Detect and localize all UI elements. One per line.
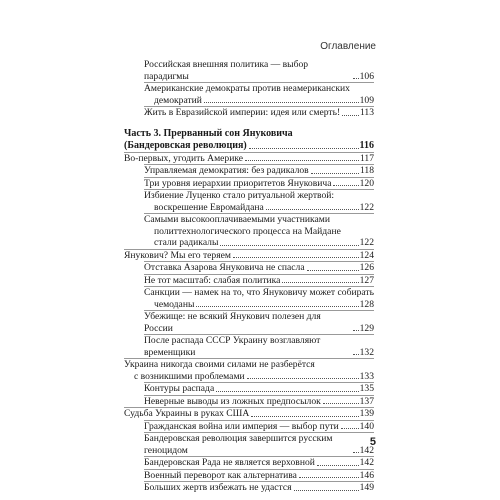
toc-section-entry[interactable] [144,286,374,310]
toc-page-number: 116 [359,139,374,151]
toc-entry-title: После распада СССР Украину возглавляют временщики [144,335,321,358]
toc-page-number: 113 [359,107,374,118]
running-header: Оглавление [320,41,376,52]
toc-section-entry[interactable] [144,334,374,358]
toc-entry-title: Российская внешняя политика — выбор парадигмы [144,59,309,82]
toc-section-entry[interactable] [144,189,374,213]
toc-entry-title: Не тот масштаб: слабая политика [144,274,281,286]
toc-page-number: 139 [359,408,374,419]
dot-leader [247,378,359,379]
toc-page-number: 126 [359,262,374,273]
toc-entry-title: чемоданы [154,298,195,310]
toc-entry-title: Избиение Луценко стало ритуальной жертвой: [144,190,335,201]
toc-entry-title: Во-первых, угодить Америке [124,152,244,164]
toc-page-number: 120 [359,177,374,189]
toc-entry-title: демократий [154,94,202,106]
toc-section-entry[interactable] [144,382,374,395]
toc-page-number: 146 [359,469,374,481]
toc-page-number: 132 [359,346,374,358]
toc-page-number: 117 [359,152,374,164]
dot-leader [311,173,359,174]
dot-leader [233,257,359,258]
toc-section-entry[interactable] [144,395,374,408]
toc-section-entry[interactable] [144,469,374,482]
dot-leader [353,354,359,355]
toc-section-entry[interactable] [144,82,374,106]
dot-leader [307,270,359,271]
section-gap [124,119,374,128]
toc-entry-title: Неверные выводы из ложных предпосылок [144,395,321,407]
toc-entry-title: Управляемая демократия: без радикалов [144,165,309,176]
toc-entry-title: Военный переворот как альтернатива [144,469,297,481]
dot-leader [249,148,359,149]
toc-section-entry[interactable] [144,481,374,494]
dot-leader [266,209,359,210]
toc-part-heading[interactable] [124,128,374,152]
toc-entry-title: политтехнологического процесса на Майдане [154,225,341,237]
dot-leader [353,78,359,79]
dot-leader [317,465,359,466]
toc-page-number: 137 [359,395,374,407]
toc-entry-title: Часть 3. Прерванный сон Януковича [124,127,293,139]
toc-page-number: 142 [359,457,374,468]
toc-page-number: 106 [359,70,374,82]
toc-section-entry[interactable] [144,164,374,177]
page-number: 5 [369,436,376,448]
toc-page-number: 149 [359,482,374,493]
dot-leader [353,330,359,331]
toc-page-number: 124 [359,249,374,261]
toc-section-entry[interactable] [144,310,374,334]
toc-entry-title: Янукович? Мы его теряем [124,249,231,261]
toc-entry-title: Контуры распада [144,383,215,394]
dot-leader [196,306,358,307]
toc-section-entry[interactable] [144,59,374,82]
toc-entry-title: (Бандеровская революция) [124,139,247,151]
toc-page-number: 118 [359,165,374,176]
toc-section-entry[interactable] [144,274,374,287]
toc-section-entry[interactable] [144,261,374,274]
toc-page-number: 122 [359,201,374,213]
toc-page-number: 140 [359,420,374,432]
toc-page-number: 127 [359,274,374,286]
dot-leader [282,282,358,283]
toc-entry-title: Больших жертв избежать не удастся [144,482,292,493]
toc-entry-title: Жить в Евразийской империи: идея или смерть! [144,107,341,118]
toc-entry-title: Бандеровская революция завершится русским геноцидом [144,433,333,456]
toc-chapter-entry[interactable] [124,407,374,420]
toc-page-number: 135 [359,383,374,394]
toc-chapter-entry[interactable] [124,152,374,165]
toc-chapter-entry[interactable] [124,249,374,262]
dot-leader [294,490,359,491]
toc-entry-title: воскрешение Евромайдана [154,201,264,213]
toc-entry-title: Самыми высокооплачиваемыми участниками [144,214,330,225]
toc-section-entry[interactable] [144,432,374,456]
toc-entry-title: Убежище: не всякий Янукович полезен для России [144,311,321,334]
toc-chapter-entry[interactable] [124,358,374,382]
toc-page-number: 128 [359,298,374,310]
toc-entry-title: Санкции — намек на то, что Януковичу может собирать [144,287,374,298]
toc-entry-title: Американские демократы против неамериканских [144,83,350,94]
toc-entry-title: стали радикалы [154,237,219,248]
toc-entry-title: Гражданская война или империя — выбор пути [144,420,339,432]
toc-section-entry[interactable] [144,213,374,249]
toc-page-number: 129 [359,322,374,334]
dot-leader [204,102,359,103]
dot-leader [342,115,359,116]
toc-entry-title: Украина никогда своими силами не разберётся [124,359,315,370]
toc-page-number: 122 [359,237,374,248]
toc-section-entry[interactable] [144,177,374,190]
dot-leader [245,160,359,161]
toc-entry-title: Три уровня иерархии приоритетов Януковича [144,177,332,189]
dot-leader [341,428,359,429]
toc-entry-title: Судьба Украины в руках США [124,408,250,419]
table-of-contents [124,59,374,494]
toc-entry-title: Отставка Азарова Януковича не спасла [144,262,305,273]
toc-section-entry[interactable] [144,420,374,433]
toc-page-number: 133 [359,370,374,382]
toc-section-entry[interactable] [144,106,374,119]
toc-entry-title: Бандеровская Рада не является верховной [144,457,315,468]
toc-page-number: 142 [359,444,374,456]
dot-leader [220,245,358,246]
dot-leader [299,477,359,478]
toc-page-number: 109 [359,94,374,106]
dot-leader [323,403,359,404]
dot-leader [333,185,358,186]
dot-leader [353,452,359,453]
toc-entry-title: с возникшими проблемами [134,370,245,382]
toc-section-entry[interactable] [144,456,374,469]
dot-leader [216,391,358,392]
dot-leader [251,416,358,417]
